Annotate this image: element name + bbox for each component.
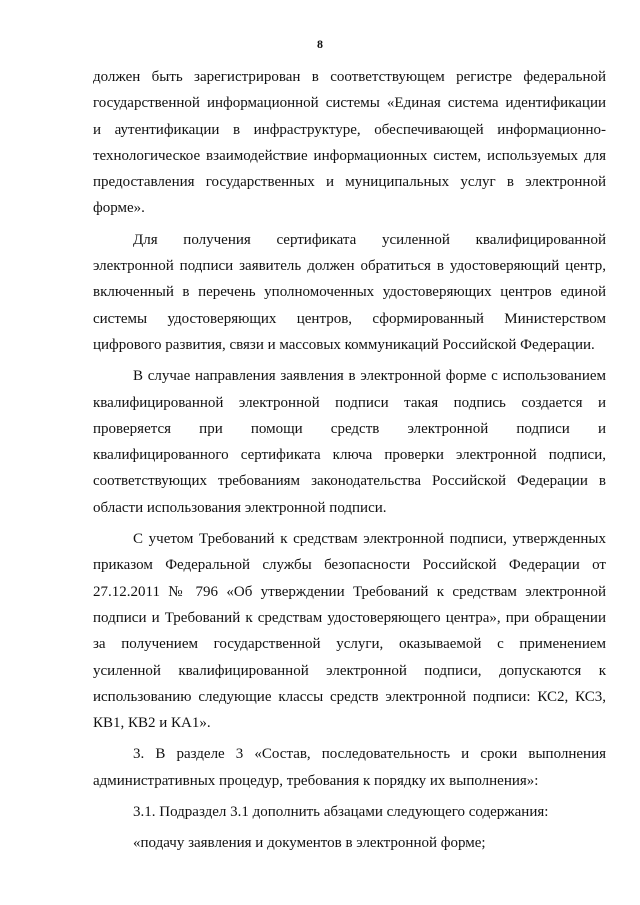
paragraph [93, 227, 606, 358]
text-line: квалифицированного сертификата ключа проверки электронной подписи, [93, 447, 606, 464]
text-line: форме». [93, 200, 145, 217]
text-line: 3. В разделе 3 «Состав, последовательность и сроки выполнения [133, 746, 606, 763]
text-line: использованию следующие классы средств электронной подписи: КС2, КС3, [93, 688, 606, 705]
text-line: приказом Федеральной службы безопасности Российской Федерации от [93, 557, 606, 574]
text-line: С учетом Требований к средствам электронной подписи, утвержденных [133, 531, 606, 548]
text-line: должен быть зарегистрирован в соответствующем регистре федеральной [93, 69, 606, 85]
text-line: включенный в перечень уполномоченных удостоверяющих центров единой [93, 284, 606, 301]
paragraph [93, 741, 606, 794]
text-line: «подачу заявления и документов в электронной форме; [133, 835, 486, 852]
text-line: предоставления государственных и муниципальных услуг в электронной [93, 174, 606, 191]
text-line: квалифицированной электронной подписи такая подпись создается и [93, 394, 606, 411]
paragraph [93, 526, 606, 736]
text-line: В случае направления заявления в электронной форме с использованием [133, 368, 606, 385]
text-line: и аутентификации в инфраструктуре, обеспечивающей информационно- [93, 121, 606, 138]
text-line: системы удостоверяющих центров, сформированный Министерством [93, 310, 606, 327]
text-line: области использования электронной подписи. [93, 499, 387, 516]
paragraph [93, 799, 606, 825]
document-body [93, 64, 606, 857]
paragraph [93, 830, 606, 856]
text-line: Для получения сертификата усиленной квалифицированной [133, 231, 606, 248]
text-line: административных процедур, требования к порядку их выполнения»: [93, 772, 539, 789]
text-line: технологическое взаимодействие информационных систем, используемых для [93, 147, 606, 164]
paragraph [93, 363, 606, 521]
text-line: проверяется при помощи средств электронной подписи и [93, 420, 606, 437]
text-line: за получением государственной услуги, оказываемой с применением [93, 636, 606, 653]
paragraph [93, 64, 606, 222]
text-line: 27.12.2011 № 796 «Об утверждении Требований к средствам электронной [93, 583, 606, 600]
text-line: государственной информационной системы «Единая система идентификации [93, 95, 606, 112]
text-line: усиленной квалифицированной электронной подписи, допускаются к [93, 662, 606, 679]
page-number: 8 [317, 37, 323, 51]
text-line: КВ1, КВ2 и КА1». [93, 715, 211, 732]
text-line: электронной подписи заявитель должен обратиться в удостоверяющий центр, [93, 258, 606, 275]
text-line: цифрового развития, связи и массовых коммуникаций Российской Федерации. [93, 336, 595, 353]
text-line: соответствующих требованиям законодательства Российской Федерации в [93, 473, 606, 490]
text-line: 3.1. Подраздел 3.1 дополнить абзацами следующего содержания: [133, 804, 549, 821]
text-line: подписи и Требований к средствам удостоверяющего центра», при обращении [93, 609, 606, 626]
